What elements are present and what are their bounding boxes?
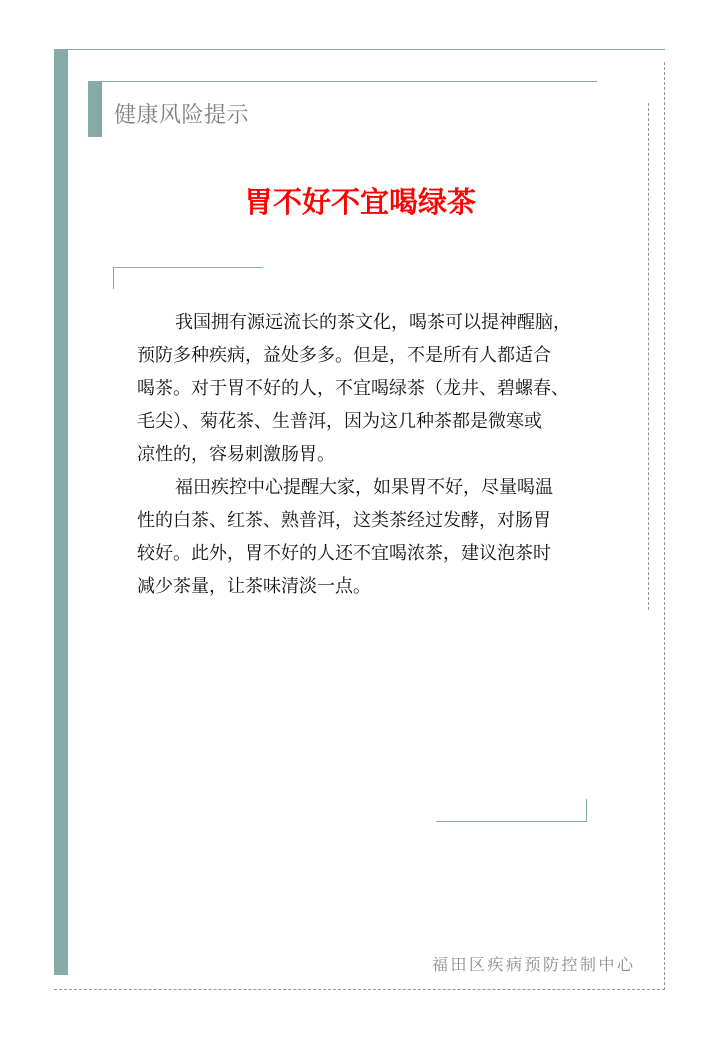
section-label: 健康风险提示	[114, 103, 250, 128]
text-line: 喝茶。对于胃不好的人，不宜喝绿茶（龙井、碧螺春、	[137, 378, 569, 399]
text-line: 较好。此外，胃不好的人还不宜喝浓茶，建议泡茶时	[137, 543, 551, 564]
text-line: 凉性的，容易刺激肠胃。	[137, 444, 335, 465]
top-border-line	[54, 49, 665, 50]
text-line: 性的白茶、红茶、熟普洱，这类茶经过发酵，对肠胃	[137, 510, 551, 531]
text-line: 我国拥有源远流长的茶文化，喝茶可以提神醒脑，	[175, 312, 571, 333]
page-title: 胃不好不宜喝绿茶	[243, 185, 476, 219]
section-header-line	[102, 81, 597, 82]
paragraph	[137, 306, 597, 471]
text-line: 预防多种疾病，益处多多。但是，不是所有人都适合	[137, 345, 551, 366]
text-line: 毛尖）、菊花茶、生普洱，因为这几种茶都是微寒或	[137, 411, 542, 432]
corner-bracket-top	[113, 267, 263, 268]
bottom-dashed-border	[54, 989, 665, 990]
paragraph	[137, 471, 597, 603]
text-line: 减少茶量，让茶味清淡一点。	[137, 576, 371, 597]
text-line: 福田疾控中心提醒大家，如果胃不好，尽量喝温	[175, 477, 553, 498]
section-header-bar	[88, 81, 102, 137]
corner-bracket-bottom	[436, 821, 586, 822]
corner-bracket-bottom-vertical	[586, 799, 587, 822]
corner-bracket-top-vertical	[113, 267, 114, 289]
article-body	[137, 306, 597, 603]
footer-organization: 福田区疾病预防控制中心	[432, 955, 636, 974]
